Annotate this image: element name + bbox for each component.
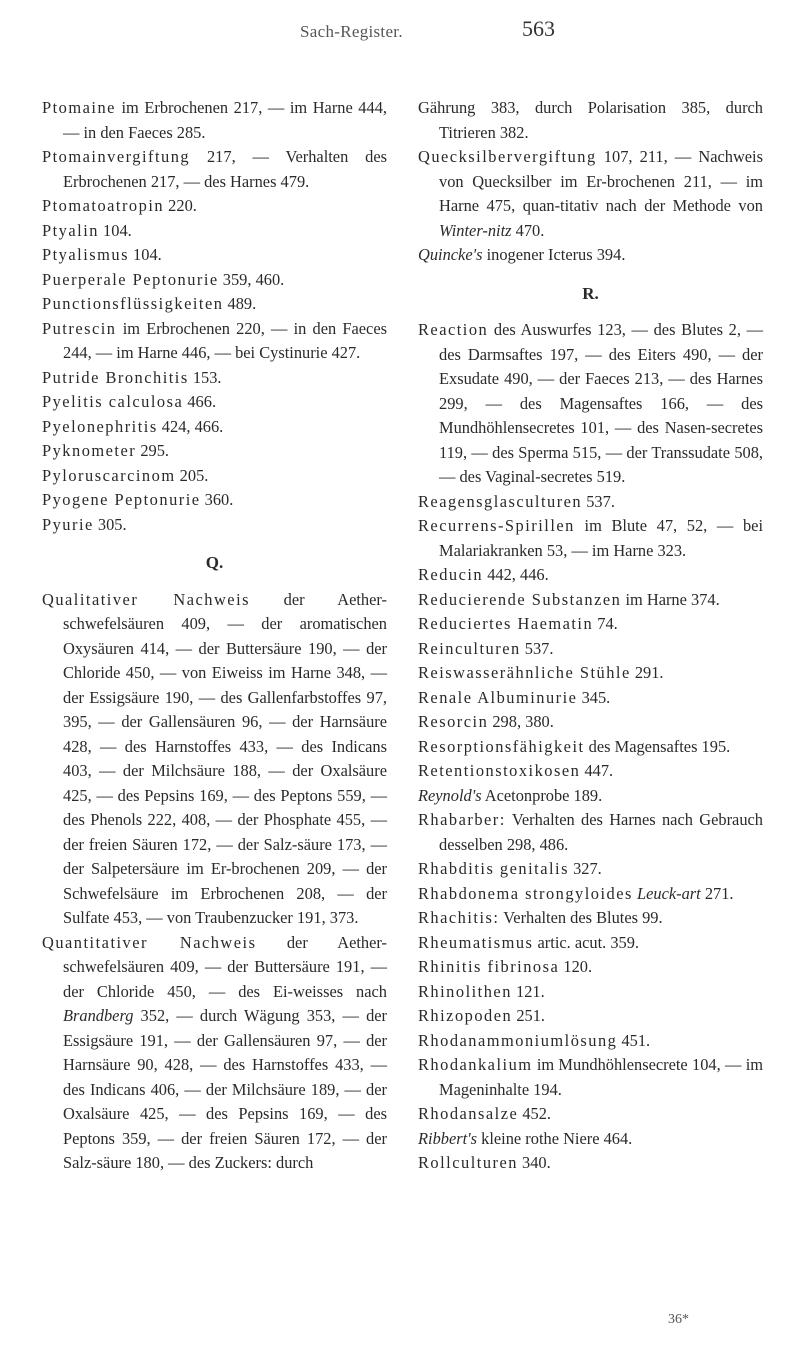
index-entry: Reducierende Substanzen im Harne 374. [418, 589, 720, 609]
entry-headword: Ribbert's [418, 1128, 478, 1148]
signature-mark: 36* [668, 1312, 689, 1327]
index-entry: Retentionstoxikosen 447. [418, 761, 614, 780]
entry-headword: Pyelitis calculosa [42, 392, 184, 411]
section-letter-q: Q. [205, 553, 224, 572]
section-letter-r: R. [582, 283, 599, 303]
index-entry: Pyknometer 295. [42, 441, 169, 460]
index-entry: Rhachitis: Verhalten des Blutes 99. [418, 908, 663, 927]
entry-headword: Pyknometer [42, 441, 137, 460]
entry-headword: Rhodankalium [418, 1055, 533, 1074]
entry-headword: Rhabarber: [418, 810, 506, 829]
entry-headword: Ptomainvergiftung [42, 147, 191, 166]
index-entry: Reduciertes Haematin 74. [418, 614, 618, 633]
index-entry: Qualitativer Nachweis der Aether-schwefelsäuren 409, — der aromatischen Oxysäuren 414, — der Buttersäure 190, — der Chloride 450, — von Eiweiss im Harne 348, — der Essigsäure 190, — des Gallenfarbstoffes 97, 395, — der Gallensäuren 96, — der Harnsäure 428, — des Harnstoffes 433, — des Indicans 403, — der Milchsäure 188, — der Oxalsäure 425, — des Pepsins 169, — des Peptons 559, — des Phenols 222, 408, — der Phosphate 455, — der freien Säuren 172, — der Salz-säure 173, — der Salpetersäure im Er-brochenen 209, — der Schwefelsäure im Erbrochenen 208, — der Sulfate 453, — von Traubenzucker 191, 373. [42, 589, 387, 927]
entry-headword: Ptomaine [42, 98, 116, 117]
entry-headword: Reducierende Substanzen [418, 589, 622, 609]
entry-headword: Reducin [418, 565, 484, 584]
index-entry: Quantitativer Nachweis der Aether-schwefelsäuren 409, — der Buttersäure 191, — der Chloride 450, — des Ei-weisses nach Brandberg 352, — durch Wägung 353, — der Essigsäure 191, — der Gallensäuren 97, — der Harnsäure 90, 428, — des Harnstoffes 433, — des Indicans 406, — der Milchsäure 189, — der Oxalsäure 425, — des Pepsins 169, — des Peptons 359, — der freien Säuren 172, — der Salz-säure 180, — des Zuckers: durch [42, 932, 387, 1172]
index-entry: Quecksilbervergiftung 107, 211, — Nachweis von Quecksilber im Er-brochenen 211, — im Harne 475, quan-titativ nach der Methode von Winter-nitz 470. [418, 147, 763, 240]
entry-headword: Rhinitis fibrinosa [418, 957, 560, 976]
right-column [418, 96, 763, 1176]
entry-headword: Reaction [418, 320, 489, 339]
entry-headword: Pyogene Peptonurie [42, 490, 201, 509]
index-entry: Pyloruscarcinom 205. [42, 465, 209, 485]
index-entry: Rhodansalze 452. [418, 1104, 552, 1123]
index-entry: Rhinolithen 121. [418, 981, 545, 1001]
index-entry: Pyogene Peptonurie 360. [42, 490, 234, 509]
entry-headword: Puerperale Peptonurie [42, 269, 219, 289]
index-entry: Ptomaine im Erbrochenen 217, — im Harne 444, — in den Faeces 285. [42, 98, 387, 142]
entry-headword: Reiswasserähnliche Stühle [418, 663, 631, 682]
page-header [0, 10, 800, 50]
index-entry: Ribbert's kleine rothe Niere 464. [418, 1128, 633, 1148]
index-entry: Reaction des Auswurfes 123, — des Blutes 2, — des Darmsaftes 197, — des Eiters 490, — der Exsudate 490, — der Faeces 213, — des Harnes 299, — des Magensaftes 166, — des Mundhöhlensecretes 101, — des Nasen-secretes 119, — des Sperma 515, — der Transsudate 508, — des Vaginal-secretes 519. [418, 320, 763, 486]
entry-headword: Rhabdonema strongyloides [418, 883, 633, 903]
index-entry: Quincke's inogener Icterus 394. [418, 245, 626, 264]
entry-headword: Ptomatoatropin [42, 196, 165, 215]
entry-headword: Resorcin [418, 712, 489, 731]
index-entry: Ptomatoatropin 220. [42, 196, 197, 215]
entry-headword: Rollculturen [418, 1153, 518, 1172]
entry-headword: Rhodansalze [418, 1104, 519, 1123]
entry-headword: Rhinolithen [418, 981, 512, 1001]
entry-headword: Quantitativer Nachweis [42, 932, 257, 952]
index-entry: Ptyalismus 104. [42, 245, 162, 264]
entry-headword: Punctionsflüssigkeiten [42, 294, 224, 313]
index-entry: Rheumatismus artic. acut. 359. [418, 932, 640, 952]
entry-headword: Quecksilbervergiftung [418, 147, 597, 166]
entry-headword: Rheumatismus [418, 932, 534, 952]
entry-headword: Rhachitis: [418, 908, 500, 927]
index-entry: Pyelitis calculosa 466. [42, 392, 217, 411]
index-entry: Reynold's Acetonprobe 189. [418, 785, 603, 805]
entry-headword: Renale Albuminurie [418, 687, 578, 707]
entry-headword: Putride Bronchitis [42, 367, 189, 387]
index-entry: Resorptionsfähigkeit des Magensaftes 195. [418, 736, 731, 756]
index-entry: Rhabarber: Verhalten des Harnes nach Gebrauch desselben 298, 486. [418, 810, 763, 854]
index-entry: Puerperale Peptonurie 359, 460. [42, 269, 285, 289]
index-entry: Rollculturen 340. [418, 1153, 551, 1172]
entry-headword: Pyloruscarcinom [42, 465, 176, 485]
entry-headword: Pyelonephritis [42, 416, 158, 436]
index-entry: Pyurie 305. [42, 514, 127, 534]
index-entry: Rhodanammoniumlösung 451. [418, 1030, 651, 1050]
entry-headword: Reinculturen [418, 638, 521, 658]
index-entry: Reiswasserähnliche Stühle 291. [418, 663, 664, 682]
entry-headword: Ptyalismus [42, 245, 129, 264]
entry-headword: Rhabditis genitalis [418, 859, 569, 878]
entry-headword: Ptyalin [42, 220, 99, 240]
index-entry: Pyelonephritis 424, 466. [42, 416, 224, 436]
page-number: 563 [522, 16, 555, 41]
entry-headword: Qualitativer Nachweis [42, 589, 251, 609]
entry-headword: Reagensglasculturen [418, 491, 583, 511]
index-entry: Rhabditis genitalis 327. [418, 859, 602, 878]
entry-headword: Rhodanammoniumlösung [418, 1030, 618, 1050]
index-entry: Reagensglasculturen 537. [418, 491, 615, 511]
index-entry-continuation: Gährung 383, durch Polarisation 385, durch Titrieren 382. [418, 98, 763, 142]
entry-headword: Putrescin [42, 318, 117, 338]
entry-headword: Pyurie [42, 514, 94, 534]
entry-headword: Retentionstoxikosen [418, 761, 581, 780]
index-entry: Rhinitis fibrinosa 120. [418, 957, 593, 976]
index-entry: Punctionsflüssigkeiten 489. [42, 294, 257, 313]
index-entry: Rhizopoden 251. [418, 1006, 545, 1025]
index-entry: Ptomainvergiftung 217, — Verhalten des Erbrochenen 217, — des Harnes 479. [42, 147, 387, 191]
left-column [42, 96, 387, 1176]
index-entry: Recurrens-Spirillen im Blute 47, 52, — bei Malariakranken 53, — im Harne 323. [418, 516, 763, 560]
entry-headword: Reduciertes Haematin [418, 614, 594, 633]
index-entry: Reinculturen 537. [418, 638, 554, 658]
index-entry: Ptyalin 104. [42, 220, 132, 240]
index-entry: Putride Bronchitis 153. [42, 367, 222, 387]
index-entry: Reducin 442, 446. [418, 565, 549, 584]
index-entry: Putrescin im Erbrochenen 220, — in den Faeces 244, — im Harne 446, — bei Cystinurie 427. [42, 318, 387, 362]
index-entry: Rhabdonema strongyloides Leuck-art 271. [418, 883, 734, 903]
entry-headword: Recurrens-Spirillen [418, 516, 575, 535]
running-title: Sach-Register. [300, 22, 403, 41]
index-entry: Renale Albuminurie 345. [418, 687, 611, 707]
index-entry: Resorcin 298, 380. [418, 712, 554, 731]
entry-headword: Reynold's [418, 785, 482, 805]
entry-headword: Rhizopoden [418, 1006, 513, 1025]
index-entry: Rhodankalium im Mundhöhlensecrete 104, — im Mageninhalte 194. [418, 1055, 763, 1099]
entry-headword: Quincke's [418, 245, 483, 264]
entry-headword: Resorptionsfähigkeit [418, 736, 585, 756]
